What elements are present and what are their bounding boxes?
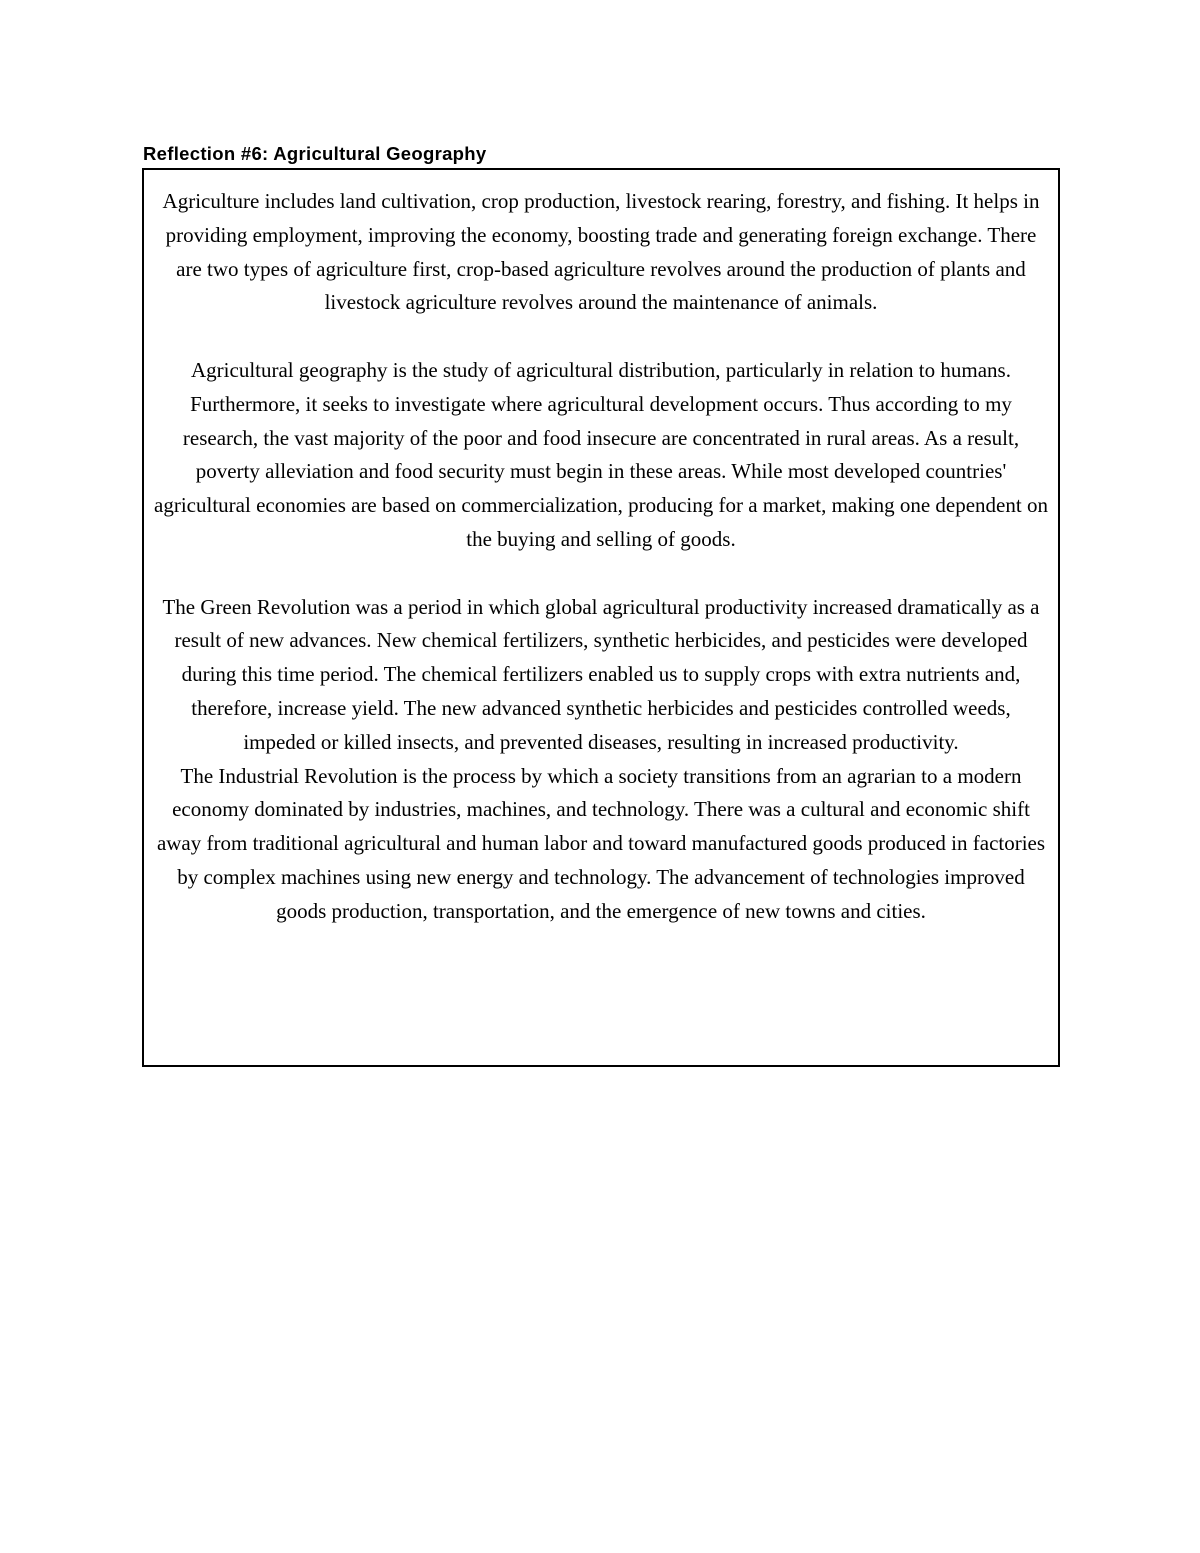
paragraph-green-revolution: The Green Revolution was a period in which global agricultural productivity increased dramatically as a result of new advances. New chemical fertilizers, synthetic herbicides, and pesticides were developed during this time period. The chemical fertilizers enabled us to supply crops with extra nutrients and, therefore, increase yield. The new advanced synthetic herbicides and pesticides controlled weeds, impeded or killed insects, and prevented diseases, resulting in increased productivity. — [162, 594, 1040, 754]
reflection-box — [142, 168, 1060, 1067]
paragraph-agriculture-overview: Agriculture includes land cultivation, crop production, livestock rearing, forestry, and fishing. It helps in providing employment, improving the economy, boosting trade and generating foreign exchange. There are two types of agriculture first, crop-based agriculture revolves around the production of plants and livestock agriculture revolves around the maintenance of animals. — [162, 189, 1040, 315]
paragraph-agricultural-geography: Agricultural geography is the study of agricultural distribution, particularly in relation to humans. Furthermore, it seeks to investigate where agricultural development occurs. Thus according to my research, the vast majority of the poor and food insecure are concentrated in rural areas. As a result, poverty alleviation and food security must begin in these areas. While most developed countries' agricultural economies are based on commercialization, producing for a market, making one dependent on the buying and selling of goods. — [154, 357, 1048, 551]
paragraph-industrial-revolution: The Industrial Revolution is the process by which a society transitions from an agrarian to a modern economy dominated by industries, machines, and technology. There was a cultural and economic shift away from traditional agricultural and human labor and toward manufactured goods produced in factories by complex machines using new energy and technology. The advancement of technologies improved goods production, transportation, and the emergence of new towns and cities. — [156, 763, 1046, 923]
document-title: Reflection #6: Agricultural Geography — [143, 143, 487, 164]
